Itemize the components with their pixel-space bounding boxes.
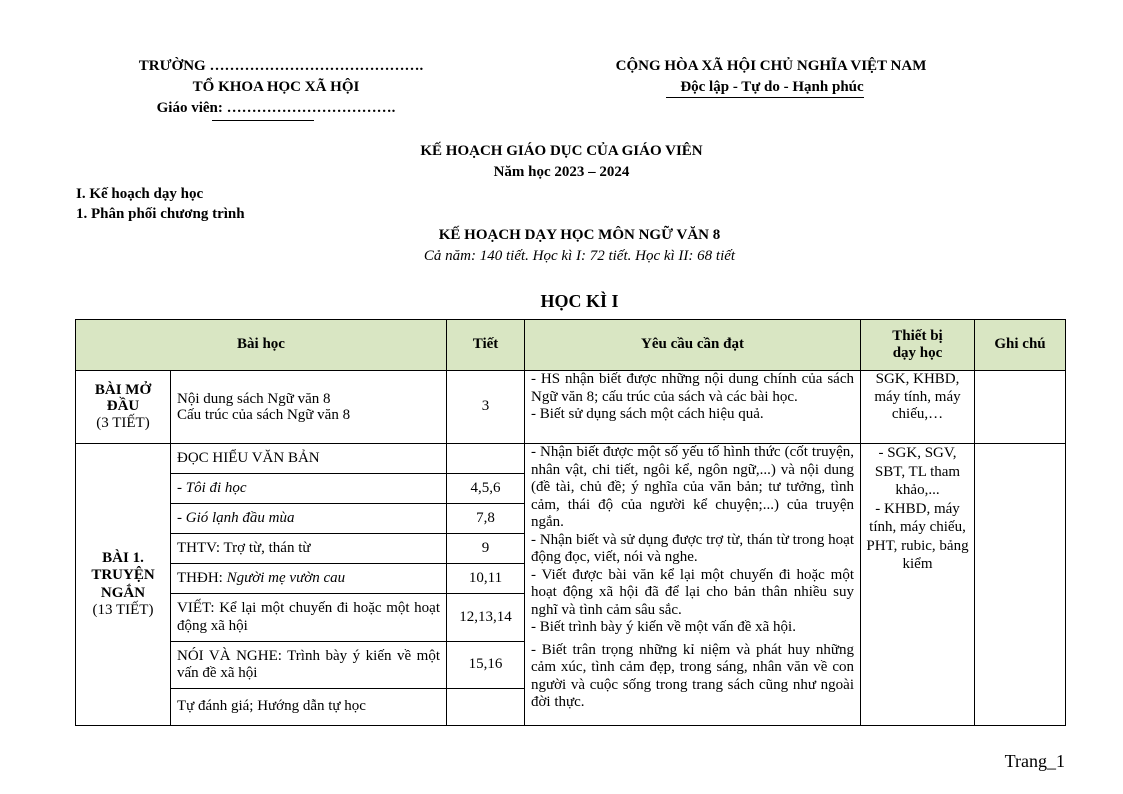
national-motto: Độc lập - Tự do - Hạnh phúc [666, 78, 863, 98]
table-row [76, 444, 1066, 474]
teacher-line [76, 98, 476, 119]
country-name: CỘNG HÒA XÃ HỘI CHỦ NGHĨA VIỆT NAM [615, 58, 927, 74]
equipment-cell [861, 444, 975, 726]
lesson-content-1: Nội dung sách Ngữ văn 8 [177, 391, 331, 407]
lesson-title: Gió lạnh đầu mùa [185, 509, 295, 526]
lesson-cell [171, 371, 447, 444]
notes-cell [975, 444, 1066, 726]
table-header-row [76, 320, 1066, 371]
col-header-requirements: Yêu cầu cần đạt [525, 320, 861, 371]
period-summary: Cả năm: 140 tiết. Học kì I: 72 tiết. Học kì II: 68 tiết [423, 248, 736, 264]
lesson-cell: THTV: Trợ từ, thán từ [171, 534, 447, 564]
period-cell: 15,16 [447, 642, 525, 689]
period-cell: 9 [447, 534, 525, 564]
requirements-cell [525, 444, 861, 726]
teacher-name-blank: ……………………………. [226, 100, 396, 116]
lesson-cell: VIẾT: Kể lại một chuyến đi hoặc một hoạt động xã hội [171, 594, 447, 642]
equipment-item: - SGK, SGV, SBT, TL tham khảo,... [874, 445, 961, 498]
unit-title: BÀI 1. [102, 549, 144, 566]
lesson-title: Tôi đi học [185, 479, 247, 496]
equipment-item: - KHBD, máy tính, máy chiếu, PHT, rubic, bảng kiểm [866, 500, 969, 572]
lesson-cell: ĐỌC HIỂU VĂN BẢN [171, 444, 447, 474]
page-number: Trang_1 [1004, 751, 1065, 771]
lesson-prefix: - [177, 479, 186, 496]
school-year: Năm học 2023 – 2024 [493, 164, 630, 180]
motto-wrap [560, 77, 970, 98]
requirement-item: - Biết trân trọng những kỉ niệm và phát huy những cảm xúc, tình cảm đẹp, trong sáng, nhân văn về con người và cuộc sống trong trang sách cũng như ngoài đời thực. [531, 641, 854, 710]
unit-title: BÀI MỞ ĐẦU [94, 382, 152, 414]
period-cell: 12,13,14 [447, 594, 525, 642]
notes-cell [975, 371, 1066, 444]
lesson-cell [171, 564, 447, 594]
col-header-period: Tiết [447, 320, 525, 371]
requirement-item: - Biết trình bày ý kiến về một vấn đề xã hội. [531, 619, 796, 635]
school-header [76, 56, 476, 119]
lesson-cell [171, 474, 447, 504]
requirement-item: - Nhận biết được một số yếu tố hình thức (cốt truyện, nhân vật, chi tiết, ngôi kể, ngôn ngữ,...) và nội dung (đề tài, chủ đề; ý nghĩa của văn bản; tư tưởng, tình cảm, thái độ của người kể chuyện;...) của truyện ngắn. [531, 444, 854, 530]
national-header [560, 56, 970, 98]
period-cell: 7,8 [447, 504, 525, 534]
lesson-cell [171, 504, 447, 534]
department-name: TỔ KHOA HỌC XÃ HỘI [192, 79, 360, 95]
lesson-cell: NÓI VÀ NGHE: Trình bày ý kiến về một vấn đề xã hội [171, 642, 447, 689]
requirement-item: - Biết sử dụng sách một cách hiệu quả. [531, 406, 764, 422]
unit-periods: (13 TIẾT) [92, 602, 154, 618]
plan-title: KẾ HOẠCH GIÁO DỤC CỦA GIÁO VIÊN [420, 143, 703, 159]
subsection-heading: 1. Phân phối chương trình [76, 206, 245, 222]
requirement-item: - Viết được bài văn kể lại một chuyến đi hoặc một hoạt động xã hội đã để lại cho bản thân nhiều suy nghĩ và tình cảm sâu sắc. [531, 566, 854, 618]
col-header-lesson: Bài học [76, 320, 447, 371]
unit-genre: TRUYỆN NGẮN [91, 567, 155, 601]
unit-cell-intro [76, 371, 171, 444]
requirement-item: - Nhận biết và sử dụng được trợ từ, thán từ trong hoạt động đọc, viết, nói và nghe. [531, 531, 854, 565]
teacher-underline [212, 120, 314, 121]
requirement-item: - HS nhận biết được những nội dung chính của sách Ngữ văn 8; cấu trúc của sách và các bài học. [531, 371, 854, 405]
equipment-cell: SGK, KHBD, máy tính, máy chiếu,… [861, 371, 975, 444]
semester-heading: HỌC KÌ I [540, 291, 619, 311]
unit-periods: (3 TIẾT) [96, 415, 150, 431]
period-cell [447, 444, 525, 474]
col-header-notes: Ghi chú [975, 320, 1066, 371]
lesson-content-2: Cấu trúc của sách Ngữ văn 8 [177, 407, 351, 423]
lesson-title: Người mẹ vườn cau [226, 569, 346, 586]
teacher-label: Giáo viên: [156, 100, 223, 116]
period-cell: 4,5,6 [447, 474, 525, 504]
lesson-cell: Tự đánh giá; Hướng dẫn tự học [171, 689, 447, 726]
teaching-plan-table [75, 319, 1066, 726]
unit-cell-1 [76, 444, 171, 726]
col-header-equipment [861, 320, 975, 371]
lesson-prefix: THĐH: [177, 569, 227, 586]
section-heading: I. Kế hoạch dạy học [76, 186, 204, 202]
equipment-header-text: Thiết bị dạy học [892, 327, 943, 361]
lesson-prefix: - [177, 509, 186, 526]
table-row [76, 371, 1066, 444]
period-cell [447, 689, 525, 726]
subject-title: KẾ HOẠCH DẠY HỌC MÔN NGỮ VĂN 8 [438, 227, 721, 243]
school-name: TRƯỜNG ……………………………………. [138, 58, 424, 74]
period-cell: 10,11 [447, 564, 525, 594]
period-cell: 3 [447, 371, 525, 444]
requirements-cell [525, 371, 861, 444]
